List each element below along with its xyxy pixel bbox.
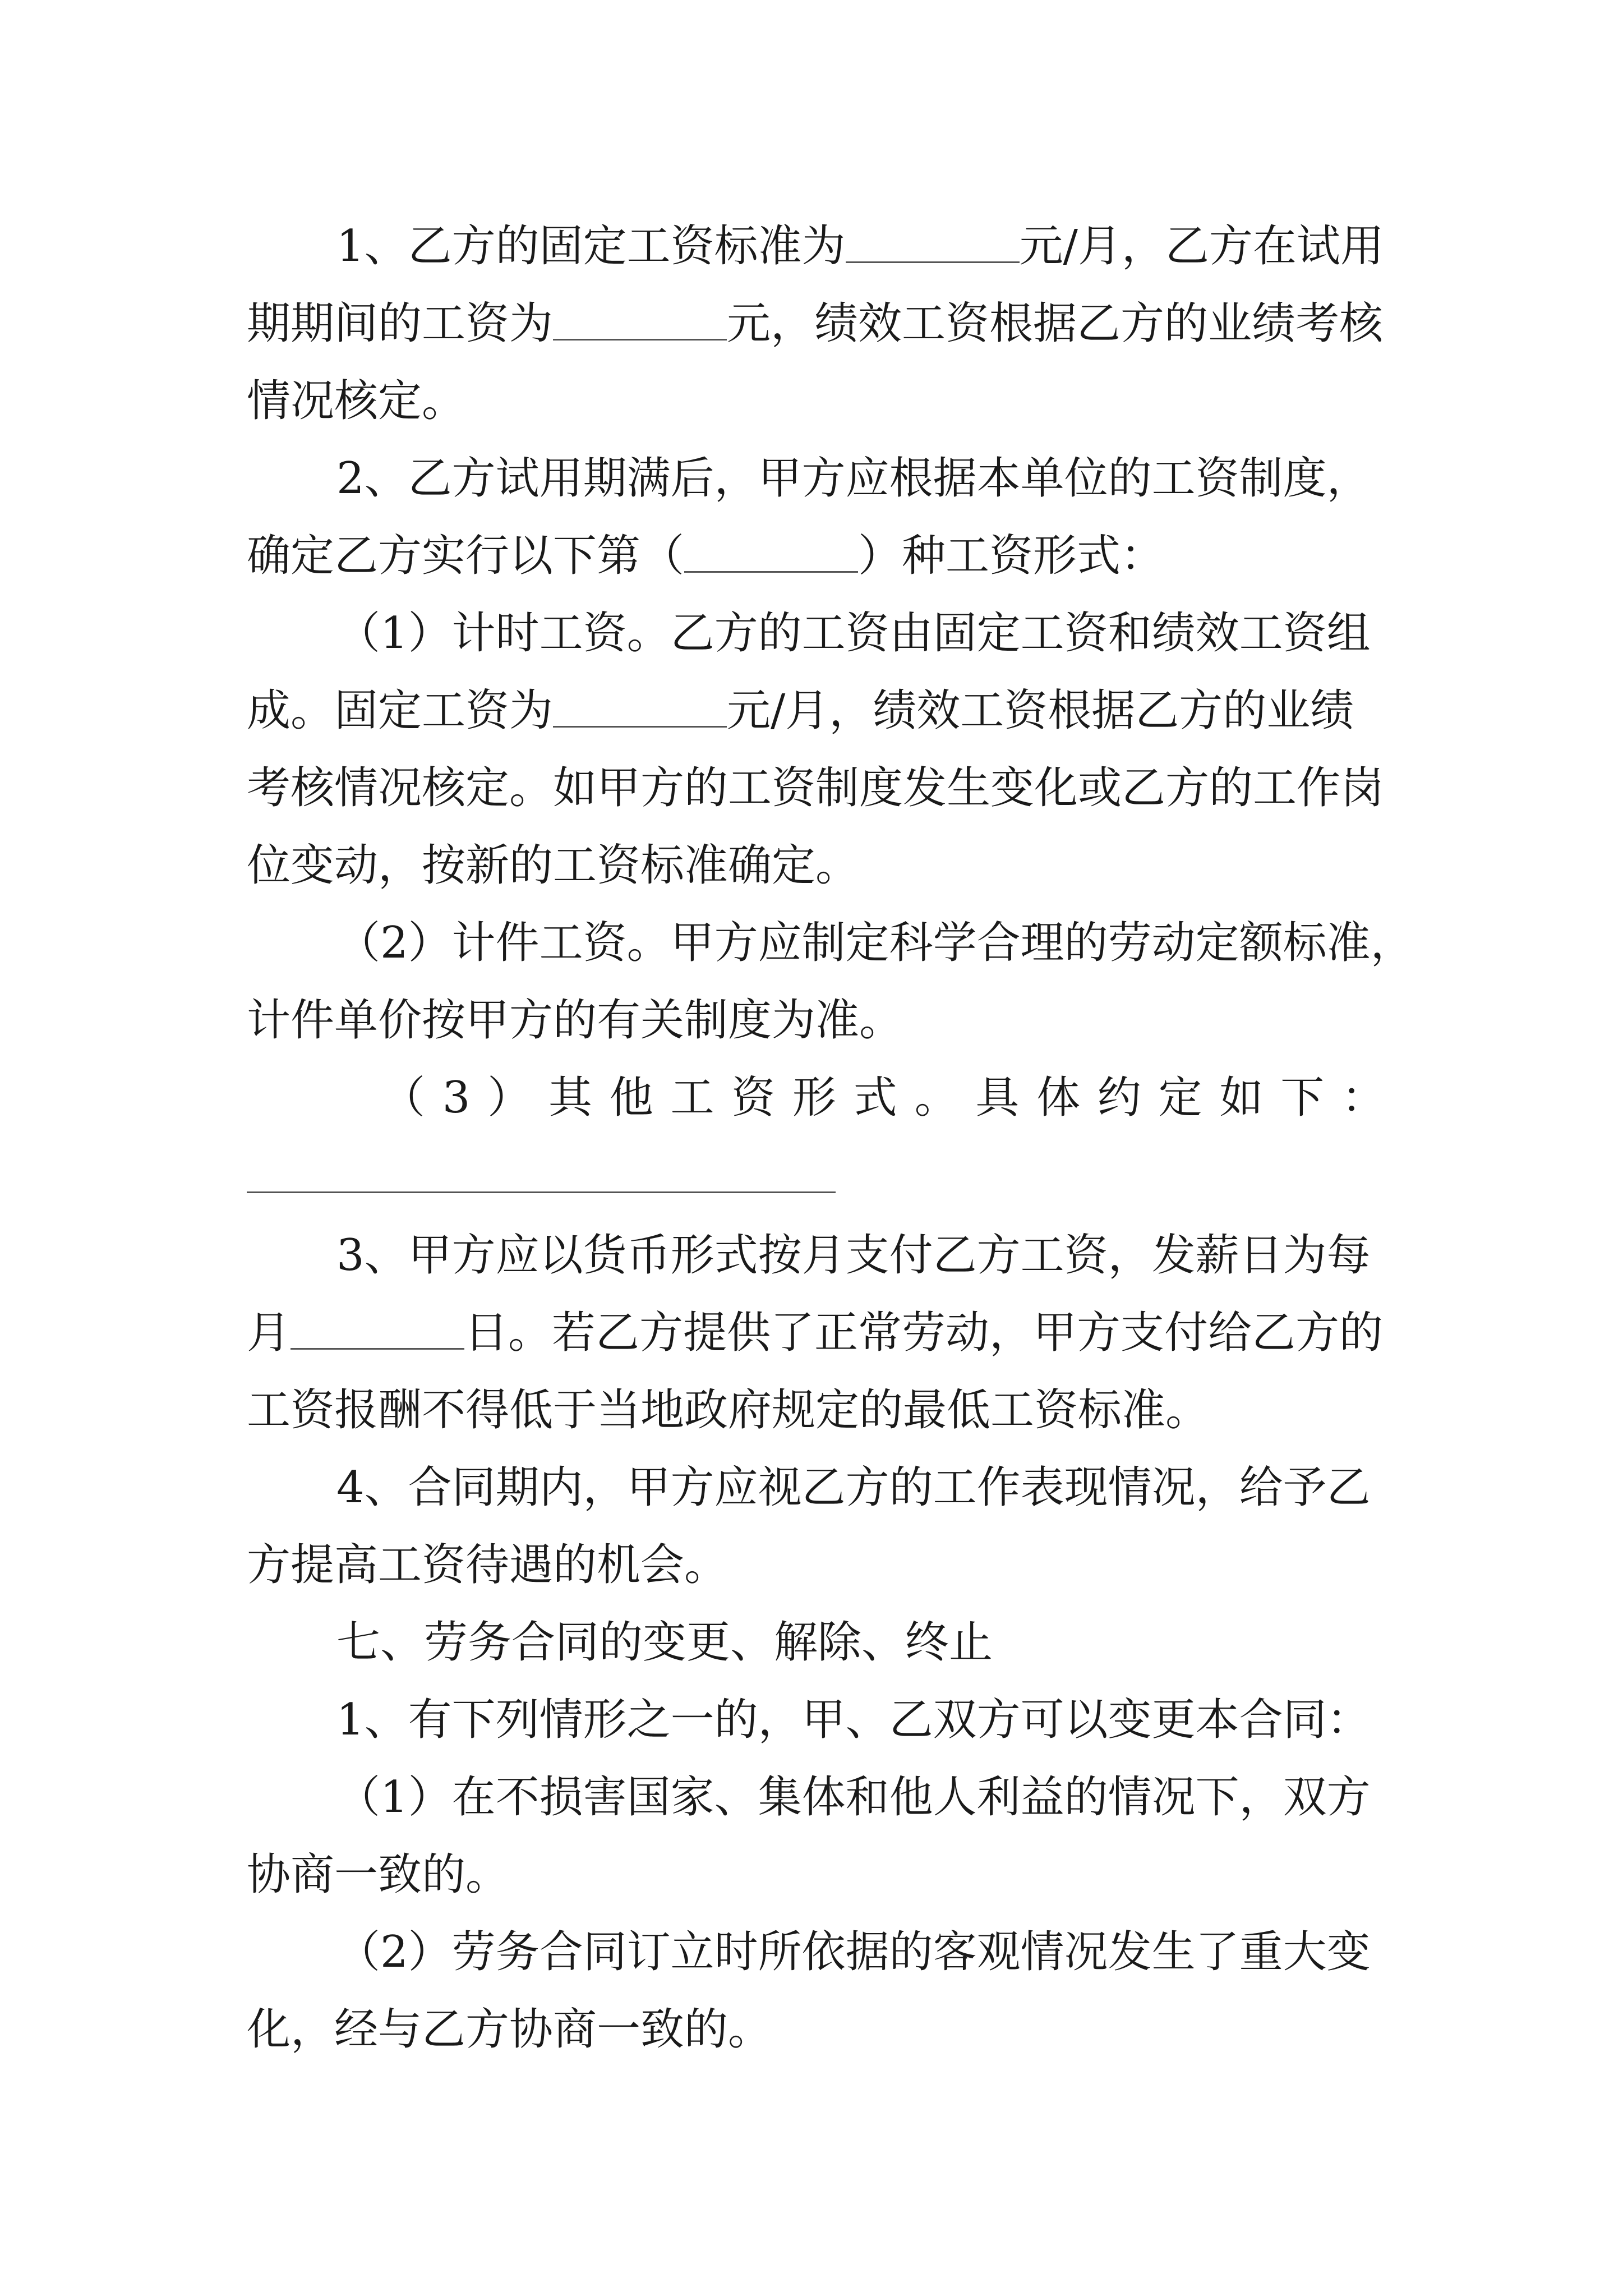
text: 1、乙方的固定工资标准为 xyxy=(336,221,846,272)
text: 元，绩效工资根据乙方的业绩考核 xyxy=(727,298,1384,349)
option-2-line-2: 计件单价按甲方的有关制度为准。 xyxy=(247,995,903,1046)
section-7-heading: 七、劳务合同的变更、解除、终止 xyxy=(336,1617,993,1668)
paragraph-4-line-1: 4、合同期内，甲方应视乙方的工作表现情况，给予乙 xyxy=(336,1462,1371,1513)
paragraph-2-line-1: 2、乙方试用期满后，甲方应根据本单位的工资制度， xyxy=(336,453,1371,504)
text: 日。若乙方提供了正常劳动，甲方支付给乙方的 xyxy=(464,1308,1384,1358)
section-7-sub-2-line-2: 化，经与乙方协商一致的。 xyxy=(247,2004,772,2055)
paragraph-1-line-3: 情况核定。 xyxy=(247,376,466,426)
blank-fixed-wage[interactable] xyxy=(846,221,1020,263)
option-1-line-2 xyxy=(247,671,1354,750)
blank-probation-wage[interactable] xyxy=(553,298,727,341)
blank-hourly-fixed-wage[interactable] xyxy=(553,685,727,728)
text: 成。固定工资为 xyxy=(247,685,554,736)
option-2-line-1: （2）计件工资。甲方应制定科学合理的劳动定额标准， xyxy=(336,918,1414,968)
blank-wage-form-number[interactable] xyxy=(684,531,858,573)
text: ）种工资形式： xyxy=(858,531,1165,581)
option-1-line-4: 位变动，按新的工资标准确定。 xyxy=(247,840,860,891)
section-7-item-1: 1、有下列情形之一的，甲、乙双方可以变更本合同： xyxy=(336,1695,1371,1745)
section-7-sub-1-line-1: （1）在不损害国家、集体和他人利益的情况下，双方 xyxy=(336,1772,1371,1823)
text: 元/月，绩效工资根据乙方的业绩 xyxy=(727,685,1354,736)
paragraph-4-line-2: 方提高工资待遇的机会。 xyxy=(247,1540,728,1590)
paragraph-3-line-1: 3、甲方应以货币形式按月支付乙方工资，发薪日为每 xyxy=(336,1230,1371,1281)
text: 确定乙方实行以下第（ xyxy=(247,531,685,581)
option-3-line-1: （3）其他工资形式。具体约定如下： xyxy=(381,1073,1385,1123)
paragraph-1-line-2 xyxy=(247,284,1383,363)
paragraph-3-line-3: 工资报酬不得低于当地政府规定的最低工资标准。 xyxy=(247,1385,1210,1435)
option-1-line-3: 考核情况核定。如甲方的工资制度发生变化或乙方的工作岗 xyxy=(247,763,1385,813)
text: 元/月，乙方在试用 xyxy=(1019,221,1384,272)
section-7-sub-2-line-1: （2）劳务合同订立时所依据的客观情况发生了重大变 xyxy=(336,1927,1371,1977)
option-1-line-1: （1）计时工资。乙方的工资由固定工资和绩效工资组 xyxy=(336,608,1371,659)
paragraph-3-line-2 xyxy=(247,1294,1383,1372)
paragraph-1-line-1 xyxy=(336,207,1384,286)
blank-other-wage-form[interactable] xyxy=(247,1191,836,1193)
text: 月 xyxy=(247,1308,291,1358)
blank-payday[interactable] xyxy=(291,1308,464,1350)
text: 期期间的工资为 xyxy=(247,298,554,349)
section-7-sub-1-line-2: 协商一致的。 xyxy=(247,1849,510,1900)
paragraph-2-line-2 xyxy=(247,517,1164,595)
